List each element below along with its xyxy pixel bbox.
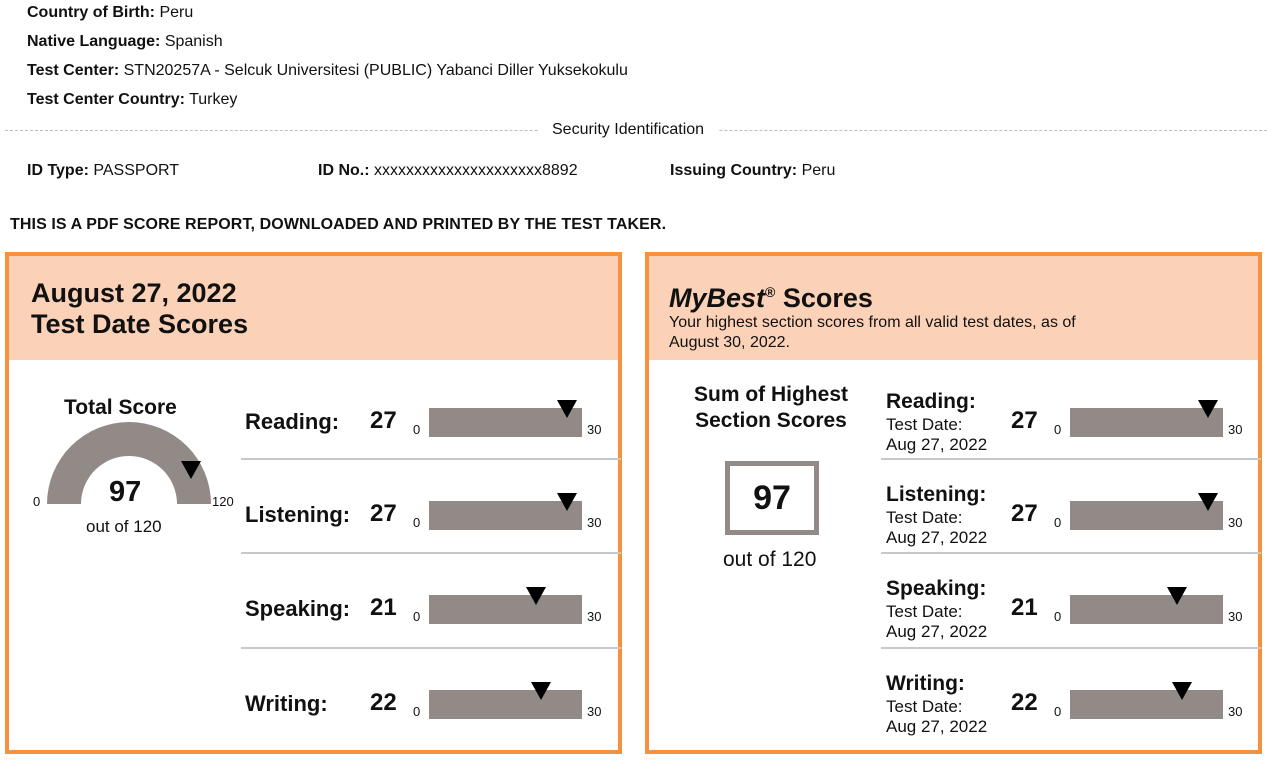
total-score-out-of: out of 120 [86,517,162,536]
writing-score-bar [429,690,582,719]
mybest-writing-date-label: Test Date: [886,697,963,716]
country-of-birth-label: Country of Birth: [27,4,155,21]
speaking-score: 21 [370,594,397,621]
mybest-speaking-score-bar [1070,595,1223,624]
sum-title [687,382,855,434]
mybest-reading-score: 27 [1011,407,1038,434]
total-score-marker [181,461,201,479]
total-score-title: Total Score [64,396,177,419]
mybest-reading-label: Reading: [886,390,976,413]
row-divider [241,458,621,460]
mybest-speaking-max-tick: 30 [1228,609,1243,624]
native-language-label: Native Language: [27,33,161,50]
reading-min-tick: 0 [413,422,421,437]
reading-score-marker [557,400,577,418]
row-divider [881,458,1261,460]
mybest-title-brand: MyBest [669,283,766,313]
mybest-speaking-min-tick: 0 [1054,609,1062,624]
test-date-title-line1: August 27, 2022 [31,278,237,308]
mybest-writing-label: Writing: [886,672,965,695]
mybest-listening-label: Listening: [886,483,987,506]
mybest-writing-score: 22 [1011,689,1038,716]
sum-score-box [725,461,819,535]
reading-score: 27 [370,407,397,434]
gauge-max-label: 120 [212,494,234,509]
id-number-value: xxxxxxxxxxxxxxxxxxxxx8892 [374,162,578,179]
test-center-country [27,90,237,110]
reading-max-tick: 30 [587,422,602,437]
mybest-listening-date: Aug 27, 2022 [886,528,988,547]
mybest-title [669,277,873,314]
writing-score: 22 [370,689,397,716]
id-number-label: ID No.: [318,162,370,179]
mybest-listening-date-label: Test Date: [886,508,963,527]
mybest-listening-score-marker [1198,493,1218,511]
mybest-panel-header [649,256,1258,360]
speaking-max-tick: 30 [587,609,602,624]
native-language [27,32,223,52]
security-title: Security Identification [538,120,718,140]
speaking-score-bar [429,595,582,624]
speaking-min-tick: 0 [413,609,421,624]
mybest-reading-max-tick: 30 [1228,422,1243,437]
mybest-reading-score-marker [1198,400,1218,418]
reading-label: Reading: [245,409,340,434]
listening-score: 27 [370,500,397,527]
id-type [27,161,179,181]
issuing-country-label: Issuing Country: [670,162,798,179]
sum-title-line2: Section Scores [695,409,847,432]
pdf-notice: THIS IS A PDF SCORE REPORT, DOWNLOADED AND PRINTED BY THE TEST TAKER. [10,216,667,233]
test-date-panel-header [9,256,618,360]
mybest-reading-min-tick: 0 [1054,422,1062,437]
mybest-speaking-score-marker [1167,587,1187,605]
mybest-subtitle: Your highest section scores from all valid test dates, as of August 30, 2022. [669,314,1076,351]
writing-min-tick: 0 [413,704,421,719]
test-center-label: Test Center: [27,62,120,79]
sum-title-line1: Sum of Highest [693,383,848,406]
test-center-country-label: Test Center Country: [27,91,185,108]
test-date-title-line2: Test Date Scores [31,309,249,339]
sum-out-of: out of 120 [723,548,817,571]
gauge-min-label: 0 [33,494,41,509]
sum-score-value: 97 [753,479,791,517]
writing-max-tick: 30 [587,704,602,719]
writing-score-marker [531,682,551,700]
mybest-writing-score-bar [1070,690,1223,719]
native-language-value: Spanish [164,33,223,50]
mybest-writing-max-tick: 30 [1228,704,1243,719]
speaking-label: Speaking: [245,596,351,621]
id-type-value: PASSPORT [93,162,180,179]
registered-mark: ® [765,284,776,300]
mybest-listening-max-tick: 30 [1228,515,1243,530]
row-divider [881,552,1261,554]
issuing-country [670,161,835,181]
mybest-writing-date: Aug 27, 2022 [886,717,988,736]
row-divider [881,647,1261,649]
test-center [27,61,628,81]
listening-score-marker [557,493,577,511]
mybest-listening-score: 27 [1011,500,1038,527]
mybest-speaking-date: Aug 27, 2022 [886,622,988,641]
total-score-value: 97 [109,476,142,508]
mybest-speaking-score: 21 [1011,594,1038,621]
id-number [318,161,578,181]
test-center-country-value: Turkey [189,91,238,108]
row-divider [241,552,621,554]
mybest-listening-min-tick: 0 [1054,515,1062,530]
row-divider [241,647,621,649]
mybest-reading-date-label: Test Date: [886,415,963,434]
listening-label: Listening: [245,502,351,527]
mybest-writing-min-tick: 0 [1054,704,1062,719]
mybest-panel [645,252,1262,754]
country-of-birth [27,3,193,23]
mybest-title-rest: Scores [775,283,873,313]
mybest-speaking-label: Speaking: [886,577,987,600]
speaking-score-marker [526,587,546,605]
id-type-label: ID Type: [27,162,89,179]
test-date-panel [5,252,622,754]
listening-max-tick: 30 [587,515,602,530]
mybest-speaking-date-label: Test Date: [886,602,963,621]
test-center-value: STN20257A - Selcuk Universitesi (PUBLIC) Yabanci Diller Yuksekokulu [123,62,628,79]
test-date-title [31,278,248,340]
mybest-reading-date: Aug 27, 2022 [886,435,988,454]
country-of-birth-value: Peru [159,4,194,21]
mybest-writing-score-marker [1172,682,1192,700]
writing-label: Writing: [245,691,328,716]
issuing-country-value: Peru [801,162,836,179]
listening-min-tick: 0 [413,515,421,530]
